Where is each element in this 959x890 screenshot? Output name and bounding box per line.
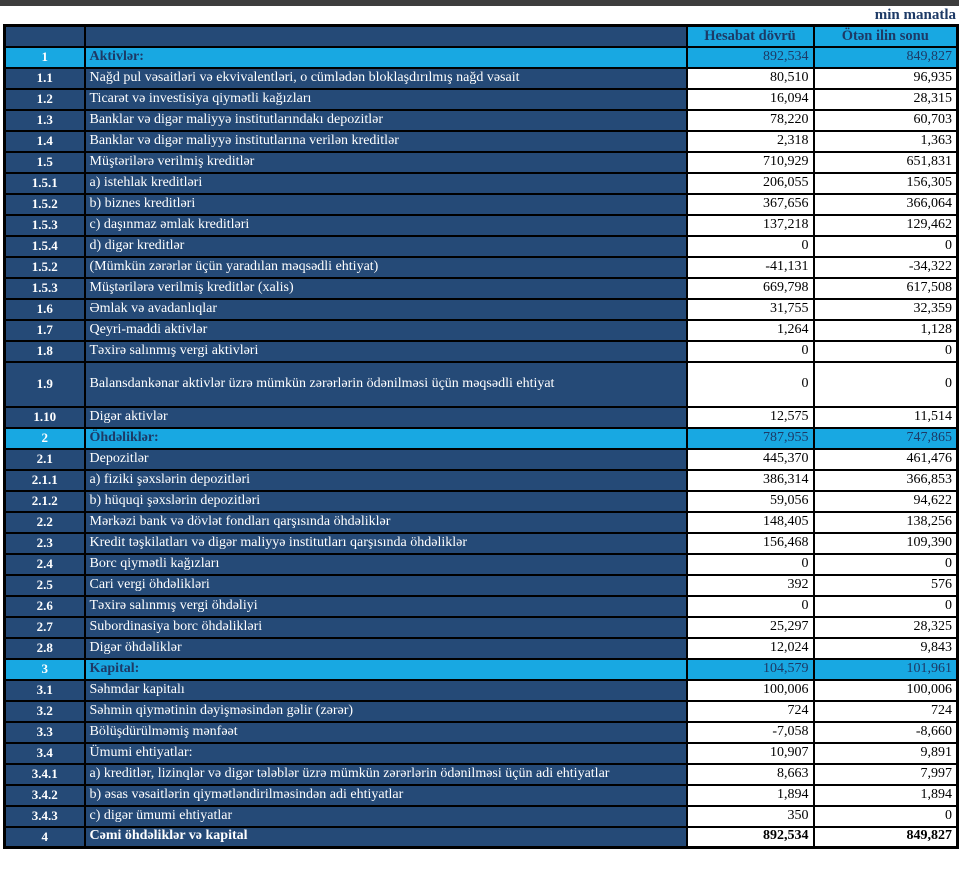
table-row: [5, 533, 958, 554]
row-value-current: 206,055: [687, 173, 814, 194]
row-value-current: 710,929: [687, 152, 814, 173]
row-label: a) fiziki şəxslərin depozitləri: [85, 470, 687, 491]
row-number: 1.1: [5, 68, 85, 89]
row-label: Cari vergi öhdəlikləri: [85, 575, 687, 596]
table-row: [5, 257, 958, 278]
row-label: Nağd pul vəsaitləri və ekvivalentləri, o cümlədən bloklaşdırılmış nağd vəsait: [85, 68, 687, 89]
row-number: 3: [5, 659, 85, 680]
row-number: 2.1.1: [5, 470, 85, 491]
row-value-current: 156,468: [687, 533, 814, 554]
table-row: [5, 194, 958, 215]
row-label: Öhdəliklər:: [85, 428, 687, 449]
table-row: [5, 236, 958, 257]
table-row: [5, 278, 958, 299]
row-label: a) kreditlər, lizinqlər və digər tələblər üzrə mümkün zərərlərin ödənilməsi üçün adi ehtiyatlar: [85, 764, 687, 785]
row-value-previous: 60,703: [814, 110, 958, 131]
row-label: b) biznes kreditləri: [85, 194, 687, 215]
row-value-previous: 0: [814, 554, 958, 575]
table-row: [5, 320, 958, 341]
row-label: Borc qiymətli kağızları: [85, 554, 687, 575]
table-row: [5, 575, 958, 596]
row-value-current: 0: [687, 362, 814, 407]
row-value-previous: 9,891: [814, 743, 958, 764]
row-label: d) digər kreditlər: [85, 236, 687, 257]
row-value-current: 0: [687, 236, 814, 257]
row-value-current: 80,510: [687, 68, 814, 89]
row-label: b) hüquqi şəxslərin depozitləri: [85, 491, 687, 512]
row-value-current: 12,024: [687, 638, 814, 659]
row-value-current: 350: [687, 806, 814, 827]
row-value-current: 669,798: [687, 278, 814, 299]
row-number: 1.3: [5, 110, 85, 131]
row-label: b) əsas vəsaitlərin qiymətləndirilməsindən adi ehtiyatlar: [85, 785, 687, 806]
row-number: 2.3: [5, 533, 85, 554]
row-label: Depozitlər: [85, 449, 687, 470]
row-label: (Mümkün zərərlər üçün yaradılan məqsədli ehtiyat): [85, 257, 687, 278]
row-label: Mərkəzi bank və dövlət fondları qarşısında öhdəliklər: [85, 512, 687, 533]
table-row: [5, 110, 958, 131]
row-number: 1.10: [5, 407, 85, 428]
table-row: [5, 596, 958, 617]
row-value-current: 12,575: [687, 407, 814, 428]
row-value-previous: 96,935: [814, 68, 958, 89]
row-value-previous: 849,827: [814, 827, 958, 848]
row-label: Subordinasiya borc öhdəlikləri: [85, 617, 687, 638]
row-label: c) digər ümumi ehtiyatlar: [85, 806, 687, 827]
row-label: Qeyri-maddi aktivlər: [85, 320, 687, 341]
row-value-previous: 0: [814, 341, 958, 362]
row-label: Əmlak və avadanlıqlar: [85, 299, 687, 320]
row-label: Digər aktivlər: [85, 407, 687, 428]
table-header-row: [5, 26, 958, 47]
row-number: 2.1.2: [5, 491, 85, 512]
row-value-current: 1,264: [687, 320, 814, 341]
row-value-current: 0: [687, 596, 814, 617]
table-row: [5, 428, 958, 449]
row-value-previous: 109,390: [814, 533, 958, 554]
row-label: Müştərilərə verilmiş kreditlər (xalis): [85, 278, 687, 299]
row-value-previous: 747,865: [814, 428, 958, 449]
row-value-current: 100,006: [687, 680, 814, 701]
row-label: Bölüşdürülməmiş mənfəət: [85, 722, 687, 743]
row-value-previous: 0: [814, 236, 958, 257]
table-body: [5, 26, 958, 848]
row-value-previous: 1,363: [814, 131, 958, 152]
row-value-previous: 138,256: [814, 512, 958, 533]
row-number: 1.7: [5, 320, 85, 341]
row-number: 3.2: [5, 701, 85, 722]
row-number: 1.4: [5, 131, 85, 152]
table-row: [5, 638, 958, 659]
row-label: a) istehlak kreditləri: [85, 173, 687, 194]
row-value-current: 8,663: [687, 764, 814, 785]
row-value-current: 16,094: [687, 89, 814, 110]
row-value-previous: 94,622: [814, 491, 958, 512]
row-label: Ümumi ehtiyatlar:: [85, 743, 687, 764]
row-number: 3.4.3: [5, 806, 85, 827]
row-number: 1.9: [5, 362, 85, 407]
row-value-current: 78,220: [687, 110, 814, 131]
row-value-previous: 28,315: [814, 89, 958, 110]
table-row: [5, 407, 958, 428]
row-label: Səhmdar kapitalı: [85, 680, 687, 701]
table-row: [5, 362, 958, 407]
table-row: [5, 68, 958, 89]
balance-sheet-table: [3, 24, 959, 849]
row-number: 2.2: [5, 512, 85, 533]
row-number: 2.5: [5, 575, 85, 596]
header-label-cell: [85, 26, 687, 47]
header-number-cell: [5, 26, 85, 47]
row-number: 1.2: [5, 89, 85, 110]
row-value-current: 445,370: [687, 449, 814, 470]
table-row: [5, 341, 958, 362]
row-value-previous: 1,128: [814, 320, 958, 341]
row-value-previous: 32,359: [814, 299, 958, 320]
row-value-current: 892,534: [687, 47, 814, 68]
table-row: [5, 659, 958, 680]
table-row: [5, 722, 958, 743]
row-value-previous: 651,831: [814, 152, 958, 173]
row-label: Səhmin qiymətinin dəyişməsindən gəlir (zərər): [85, 701, 687, 722]
row-number: 2.7: [5, 617, 85, 638]
row-value-previous: 366,853: [814, 470, 958, 491]
row-label: Digər öhdəliklər: [85, 638, 687, 659]
row-number: 4: [5, 827, 85, 848]
row-value-current: 10,907: [687, 743, 814, 764]
row-value-previous: 11,514: [814, 407, 958, 428]
table-row: [5, 806, 958, 827]
table-row: [5, 491, 958, 512]
unit-label: min manatla: [874, 7, 956, 23]
row-number: 3.4: [5, 743, 85, 764]
row-value-current: 2,318: [687, 131, 814, 152]
row-label: Banklar və digər maliyyə institutlarına verilən kreditlər: [85, 131, 687, 152]
row-value-current: 0: [687, 341, 814, 362]
row-label: Təxirə salınmış vergi öhdəliyi: [85, 596, 687, 617]
row-number: 1.8: [5, 341, 85, 362]
row-number: 1: [5, 47, 85, 68]
row-number: 1.5: [5, 152, 85, 173]
row-value-previous: -8,660: [814, 722, 958, 743]
row-value-previous: 0: [814, 362, 958, 407]
row-value-current: 148,405: [687, 512, 814, 533]
row-value-previous: 724: [814, 701, 958, 722]
table-row: [5, 470, 958, 491]
row-number: 1.5.1: [5, 173, 85, 194]
row-number: 2.8: [5, 638, 85, 659]
row-value-current: 31,755: [687, 299, 814, 320]
row-label: Müştərilərə verilmiş kreditlər: [85, 152, 687, 173]
row-value-current: 892,534: [687, 827, 814, 848]
row-value-previous: 7,997: [814, 764, 958, 785]
row-number: 1.6: [5, 299, 85, 320]
row-number: 2.4: [5, 554, 85, 575]
table-row: [5, 680, 958, 701]
table-row: [5, 743, 958, 764]
row-number: 1.5.2: [5, 257, 85, 278]
row-number: 1.5.3: [5, 215, 85, 236]
row-label: Balansdankənar aktivlər üzrə mümkün zərərlərin ödənilməsi üçün məqsədli ehtiyat: [85, 362, 687, 407]
row-label: Banklar və digər maliyyə institutlarındakı depozitlər: [85, 110, 687, 131]
table-row: [5, 47, 958, 68]
row-value-previous: 461,476: [814, 449, 958, 470]
row-value-previous: 1,894: [814, 785, 958, 806]
row-value-previous: 849,827: [814, 47, 958, 68]
row-label: Kapital:: [85, 659, 687, 680]
table-row: [5, 89, 958, 110]
row-value-previous: 28,325: [814, 617, 958, 638]
row-value-previous: 0: [814, 806, 958, 827]
table-row: [5, 173, 958, 194]
row-number: 1.5.2: [5, 194, 85, 215]
table-row: [5, 449, 958, 470]
row-value-previous: 576: [814, 575, 958, 596]
row-value-previous: -34,322: [814, 257, 958, 278]
row-value-current: 104,579: [687, 659, 814, 680]
table-row: [5, 131, 958, 152]
table-row: [5, 701, 958, 722]
row-number: 2.1: [5, 449, 85, 470]
row-label: Təxirə salınmış vergi aktivləri: [85, 341, 687, 362]
row-number: 3.1: [5, 680, 85, 701]
row-value-current: 137,218: [687, 215, 814, 236]
table-row: [5, 827, 958, 848]
row-number: 3.4.1: [5, 764, 85, 785]
row-label: Cəmi öhdəliklər və kapital: [85, 827, 687, 848]
row-value-current: 724: [687, 701, 814, 722]
table-row: [5, 554, 958, 575]
row-value-previous: 129,462: [814, 215, 958, 236]
top-divider-bar: [0, 0, 959, 6]
header-current-period: Hesabat dövrü: [687, 26, 814, 47]
row-value-current: 0: [687, 554, 814, 575]
table-row: [5, 215, 958, 236]
row-value-previous: 101,961: [814, 659, 958, 680]
table-row: [5, 152, 958, 173]
row-value-previous: 0: [814, 596, 958, 617]
table-row: [5, 299, 958, 320]
row-value-previous: 9,843: [814, 638, 958, 659]
table-row: [5, 512, 958, 533]
table-row: [5, 785, 958, 806]
row-value-current: -7,058: [687, 722, 814, 743]
row-value-current: 787,955: [687, 428, 814, 449]
row-number: 1.5.3: [5, 278, 85, 299]
row-value-current: 25,297: [687, 617, 814, 638]
row-number: 2: [5, 428, 85, 449]
row-number: 3.4.2: [5, 785, 85, 806]
row-number: 2.6: [5, 596, 85, 617]
row-value-current: 1,894: [687, 785, 814, 806]
table-row: [5, 617, 958, 638]
row-label: Ticarət və investisiya qiymətli kağızları: [85, 89, 687, 110]
row-value-previous: 156,305: [814, 173, 958, 194]
row-value-current: 367,656: [687, 194, 814, 215]
row-label: c) daşınmaz əmlak kreditləri: [85, 215, 687, 236]
row-value-current: -41,131: [687, 257, 814, 278]
row-value-previous: 617,508: [814, 278, 958, 299]
table-row: [5, 764, 958, 785]
row-label: Aktivlər:: [85, 47, 687, 68]
row-number: 3.3: [5, 722, 85, 743]
header-previous-period: Ötən ilin sonu: [814, 26, 958, 47]
row-label: Kredit təşkilatları və digər maliyyə institutları qarşısında öhdəliklər: [85, 533, 687, 554]
row-value-current: 386,314: [687, 470, 814, 491]
row-value-current: 392: [687, 575, 814, 596]
row-value-current: 59,056: [687, 491, 814, 512]
row-value-previous: 100,006: [814, 680, 958, 701]
row-number: 1.5.4: [5, 236, 85, 257]
row-value-previous: 366,064: [814, 194, 958, 215]
